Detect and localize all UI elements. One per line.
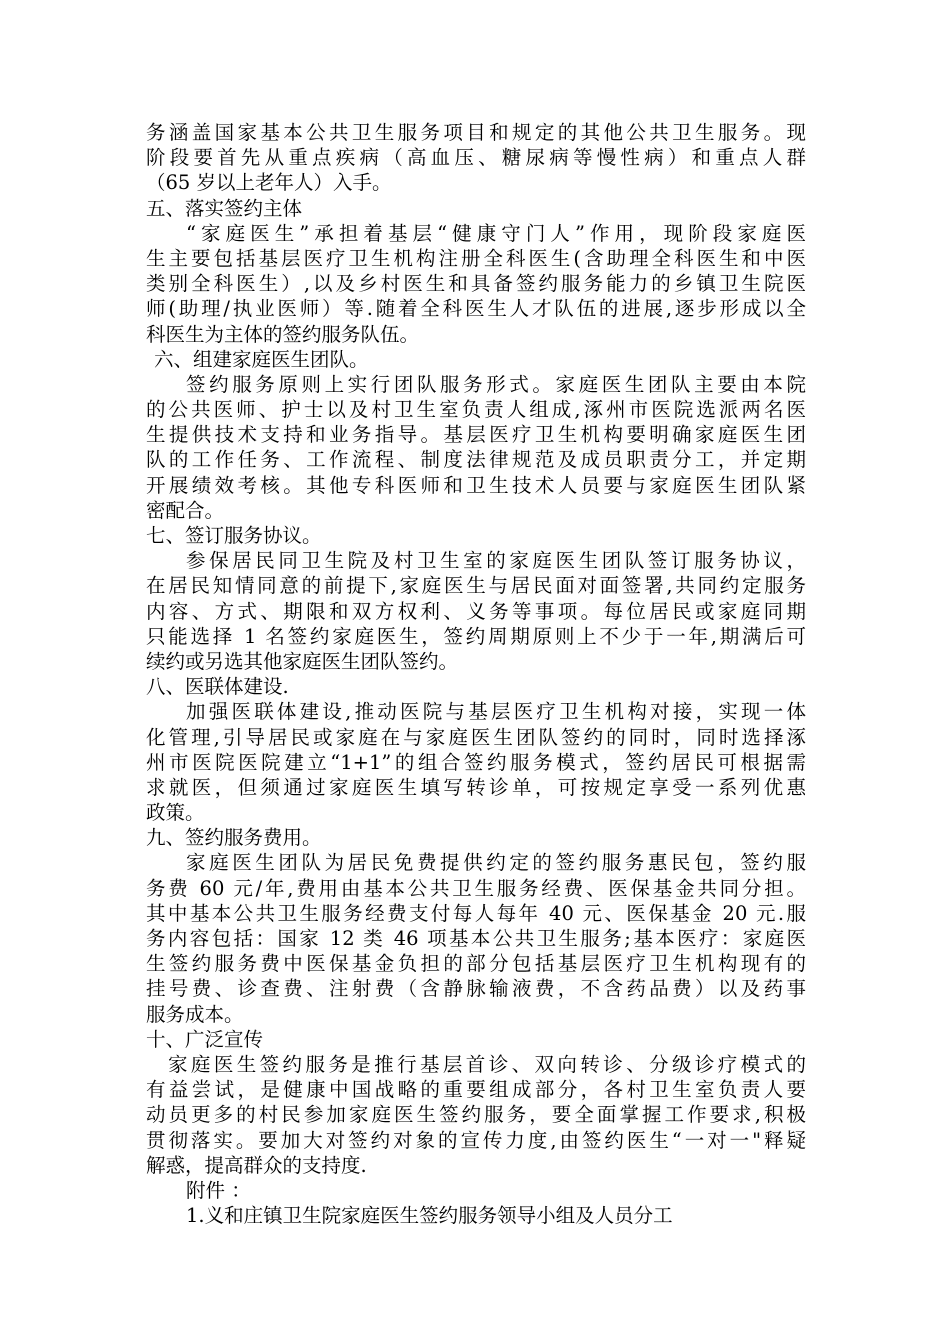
text-line: 八、医联体建设.	[146, 675, 289, 699]
text-line: 州市医院医院建立“1+1”的组合签约服务模式，签约居民可根据需	[146, 750, 806, 774]
text-line: 科医生为主体的签约服务队伍。	[146, 322, 420, 346]
text-line: 务涵盖国家基本公共卫生服务项目和规定的其他公共卫生服务。现	[146, 121, 806, 144]
text-line: 求就医，但须通过家庭医生填写转诊单，可按规定享受一系列优惠	[146, 775, 806, 799]
text-line: “家庭医生”承担着基层“健康守门人”作用，现阶段家庭医	[186, 221, 806, 245]
text-line: 十、广泛宣传	[146, 1027, 264, 1051]
text-line: 政策。	[146, 801, 205, 825]
text-line: 九、签约服务费用。	[146, 826, 322, 850]
text-line: 家庭医生签约服务是推行基层首诊、双向转诊、分级诊疗模式的	[168, 1052, 806, 1076]
text-line: 加强医联体建设,推动医院与基层医疗卫生机构对接，实现一体	[186, 700, 806, 724]
text-line: 务费 60 元/年,费用由基本公共卫生服务经费、医保基金共同分担。	[146, 876, 806, 900]
text-line: 1.义和庄镇卫生院家庭医生签约服务领导小组及人员分工	[186, 1204, 673, 1228]
text-line: 阶段要首先从重点疾病（高血压、糖尿病等慢性病）和重点人群	[146, 146, 806, 170]
text-line: 有益尝试，是健康中国战略的重要组成部分，各村卫生室负责人要	[146, 1078, 806, 1102]
text-line: 生提供技术支持和业务指导。基层医疗卫生机构要明确家庭医生团	[146, 423, 806, 447]
text-line: 六、组建家庭医生团队。	[154, 347, 369, 371]
text-line: 贯彻落实。要加大对签约对象的宣传力度,由签约医生“一对一"释疑	[146, 1128, 806, 1152]
document-body	[146, 120, 806, 1228]
text-line: 生签约服务费中医保基金负担的部分包括基层医疗卫生机构现有的	[146, 952, 806, 976]
text-line: 动员更多的村民参加家庭医生签约服务，要全面掌握工作要求,积极	[146, 1103, 806, 1127]
text-line: 生主要包括基层医疗卫生机构注册全科医生(含助理全科医生和中医	[146, 246, 806, 270]
text-line: 续约或另选其他家庭医生团队签约。	[146, 649, 459, 673]
text-line: 化管理,引导居民或家庭在与家庭医生团队签约的同时，同时选择涿	[146, 725, 806, 749]
text-line: 开展绩效考核。其他专科医师和卫生技术人员要与家庭医生团队紧	[146, 473, 806, 497]
text-line: 的公共医师、护士以及村卫生室负责人组成,涿州市医院选派两名医	[146, 398, 806, 422]
text-line: 参保居民同卫生院及村卫生室的家庭医生团队签订服务协议，	[186, 549, 806, 573]
text-line: 五、落实签约主体	[146, 196, 303, 220]
text-line: 七、签订服务协议。	[146, 524, 322, 547]
text-line: 类别全科医生）,以及乡村医生和具备签约服务能力的乡镇卫生院医	[146, 272, 806, 296]
text-line: 附件 ：	[186, 1178, 251, 1202]
text-line: 解惑，提高群众的支持度.	[146, 1153, 367, 1177]
text-line: 内容、方式、期限和双方权利、义务等事项。每位居民或家庭同期	[146, 599, 806, 623]
text-line: 签约服务原则上实行团队服务形式。家庭医生团队主要由本院	[186, 372, 806, 396]
text-line: 家庭医生团队为居民免费提供约定的签约服务惠民包，签约服	[186, 851, 806, 875]
text-line: 在居民知情同意的前提下,家庭医生与居民面对面签署,共同约定服务	[146, 574, 806, 598]
text-line: 只能选择 1 名签约家庭医生，签约周期原则上不少于一年,期满后可	[146, 624, 806, 648]
text-line: 密配合。	[146, 498, 225, 522]
text-line: 队的工作任务、工作流程、制度法律规范及成员职责分工，并定期	[146, 448, 806, 472]
text-line: 师(助理/执业医师）等.随着全科医生人才队伍的进展,逐步形成以全	[146, 297, 806, 321]
text-line: 其中基本公共卫生服务经费支付每人每年 40 元、医保基金 20 元.服	[146, 901, 806, 925]
text-line: 挂号费、诊查费、注射费（含静脉输液费，不含药品费）以及药事	[146, 977, 806, 1001]
text-line: 服务成本。	[146, 1002, 244, 1026]
text-line: 务内容包括：国家 12 类 46 项基本公共卫生服务;基本医疗：家庭医	[146, 927, 806, 950]
text-line: （65 岁以上老年人）入手。	[146, 171, 392, 195]
